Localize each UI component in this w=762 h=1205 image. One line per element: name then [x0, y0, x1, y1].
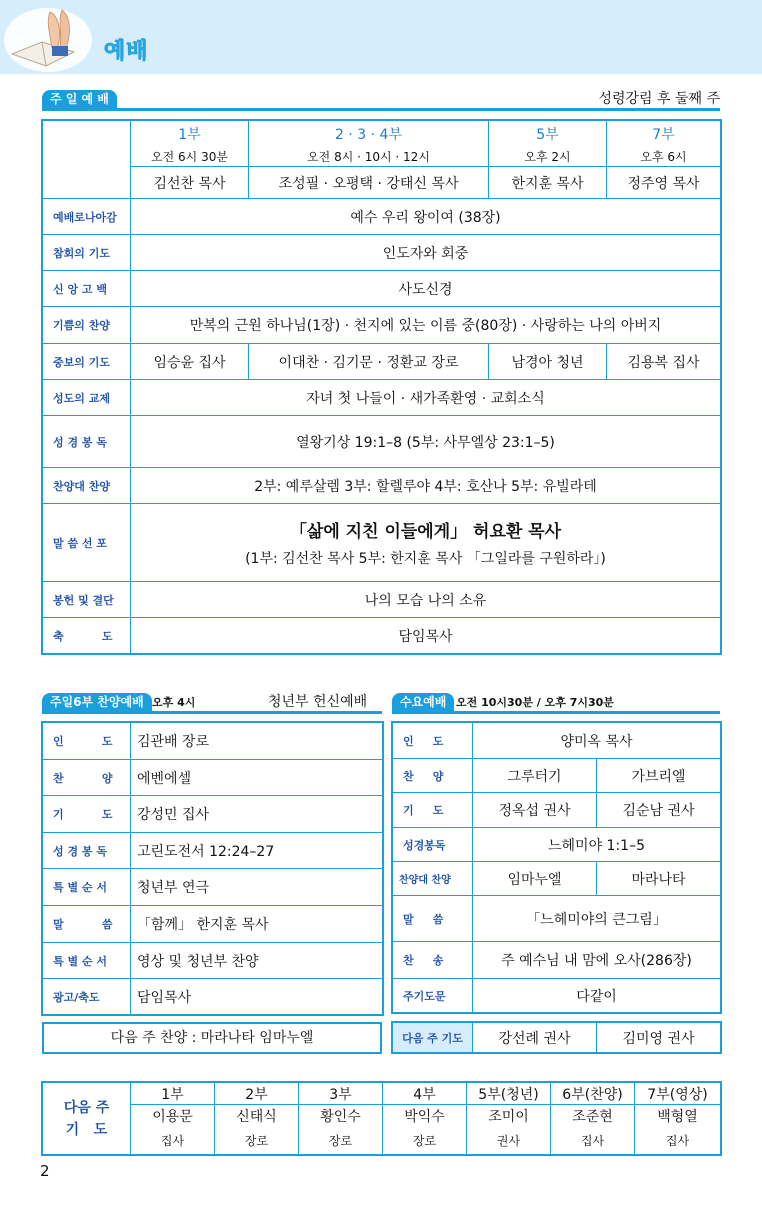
- page-header: [0, 0, 762, 74]
- row-value: 담임목사: [131, 979, 383, 1015]
- intercession-value: 김용복 집사: [607, 344, 721, 380]
- prayer-title: 장로: [215, 1127, 299, 1155]
- row-label: 찬 송: [393, 942, 473, 979]
- wednesday-worship-table: [392, 722, 721, 1013]
- next-prayer-name: 김미영 권사: [597, 1023, 721, 1053]
- intercession-value: 이대찬 · 김기문 · 정환교 장로: [249, 344, 489, 380]
- row-label: 찬 양: [43, 760, 131, 796]
- offering-value: 나의 모습 나의 소유: [131, 582, 721, 618]
- service-time: 오후 6시: [607, 147, 721, 167]
- next-week-label-bottom: 기 도: [65, 1121, 108, 1138]
- prayer-name: 박익수: [383, 1105, 467, 1127]
- sermon-sub: (1부: 김선찬 목사 5부: 한지훈 목사 「그일라를 구원하라」): [245, 551, 606, 567]
- service-leader: 김선찬 목사: [131, 167, 249, 199]
- sermon-cell: [131, 504, 721, 582]
- lead-value: 양미옥 목사: [473, 723, 721, 759]
- next-prayer-name: 강선례 권사: [473, 1023, 597, 1053]
- row-label: 신 앙 고 백: [43, 271, 131, 307]
- tab-underline: [42, 711, 382, 714]
- choir-value: 마라나타: [597, 862, 721, 896]
- row-label: 봉헌 및 결단: [43, 582, 131, 618]
- row-label: 기 도: [393, 793, 473, 828]
- page-title: 예배: [104, 39, 149, 64]
- prayer-name: 신태식: [215, 1105, 299, 1127]
- row-label: 말 씀: [43, 906, 131, 943]
- row-value: 청년부 연극: [131, 869, 383, 906]
- row-label: 중보의 기도: [43, 344, 131, 380]
- row-label: 성경봉독: [393, 828, 473, 862]
- row-label: 기쁨의 찬양: [43, 307, 131, 344]
- prayer-value: 김순남 권사: [597, 793, 721, 828]
- next-prayer-label: 다음 주 기도: [393, 1023, 473, 1053]
- intercession-value: 남경아 청년: [489, 344, 607, 380]
- next-week-prayer-table: [42, 1082, 721, 1155]
- row-label: 찬양대 찬양: [43, 468, 131, 504]
- tab-underline: [42, 108, 720, 111]
- part-name: 4부: [383, 1083, 467, 1105]
- prayer-title: 권사: [467, 1127, 551, 1155]
- part-name: 3부: [299, 1083, 383, 1105]
- row-label: 성 경 봉 독: [43, 833, 131, 869]
- row-label: 말 씀: [393, 896, 473, 942]
- service-leader: 정주영 목사: [607, 167, 721, 199]
- part-name: 7부(영상): [635, 1083, 721, 1105]
- part-name: 5부(청년): [467, 1083, 551, 1105]
- intercession-value: 임승윤 집사: [131, 344, 249, 380]
- row-label: 주기도문: [393, 979, 473, 1013]
- hymn-value: 주 예수님 내 맘에 오사(286장): [473, 942, 721, 979]
- service-name: 2 · 3 · 4부: [249, 121, 489, 147]
- service-time: 오후 2시: [489, 147, 607, 167]
- row-label: 광고/축도: [43, 979, 131, 1015]
- row-value: 영상 및 청년부 찬양: [131, 943, 383, 979]
- service-name: 5부: [489, 121, 607, 147]
- row-value: 김관배 장로: [131, 723, 383, 760]
- tab-underline: [392, 711, 720, 714]
- service-time: 오전 6시 30분: [131, 147, 249, 167]
- reading-value: 느헤미야 1:1–5: [473, 828, 721, 862]
- row-label: 축 도: [43, 618, 131, 654]
- reading-value: 열왕기상 19:1–8 (5부: 사무엘상 23:1–5): [131, 416, 721, 468]
- service-leader: 조성필 · 오평택 · 강태신 목사: [249, 167, 489, 199]
- row-label: 찬 양: [393, 759, 473, 793]
- wednesday-worship-tab: 수요예배: [392, 693, 454, 711]
- row-label: 참회의 기도: [43, 235, 131, 271]
- prayer-name: 조준현: [551, 1105, 635, 1127]
- row-value: 「함께」 한지훈 목사: [131, 906, 383, 943]
- praise-worship-tab: 주일6부 찬양예배: [42, 693, 152, 711]
- lords-prayer-value: 다같이: [473, 979, 721, 1013]
- part-name: 2부: [215, 1083, 299, 1105]
- row-label: 예배로나아감: [43, 199, 131, 235]
- next-week-label-cell: [43, 1083, 131, 1155]
- row-label: 성 경 봉 독: [43, 416, 131, 468]
- prayer-title: 집사: [635, 1127, 721, 1155]
- praying-hands-bible-icon: [2, 2, 94, 72]
- page-number: 2: [40, 1162, 50, 1180]
- praise-note: 청년부 헌신예배: [268, 694, 368, 710]
- benediction-value: 담임목사: [131, 618, 721, 654]
- prayer-name: 백형열: [635, 1105, 721, 1127]
- service-name: 1부: [131, 121, 249, 147]
- creed-value: 사도신경: [131, 271, 721, 307]
- empty-corner-cell: [43, 121, 131, 199]
- praise-worship-table: [42, 722, 383, 1015]
- row-label: 성도의 교제: [43, 380, 131, 416]
- part-name: 6부(찬양): [551, 1083, 635, 1105]
- row-value: 강성민 집사: [131, 796, 383, 833]
- row-label: 기 도: [43, 796, 131, 833]
- joy-value: 만복의 근원 하나님(1장) · 천지에 있는 이름 중(80장) · 사랑하는 나의 아버지: [131, 307, 721, 344]
- sunday-worship-table: [42, 120, 721, 654]
- praise-value: 가브리엘: [597, 759, 721, 793]
- row-label: 말 씀 선 포: [43, 504, 131, 582]
- prayer-title: 집사: [551, 1127, 635, 1155]
- wednesday-time: 오전 10시30분 / 오후 7시30분: [456, 696, 614, 709]
- next-week-label-top: 다음 주: [63, 1099, 110, 1116]
- praise-value: 그루터기: [473, 759, 597, 793]
- row-value: 에벤에셀: [131, 760, 383, 796]
- row-label: 찬양대 찬양: [393, 862, 473, 896]
- sermon-title: 「삶에 지친 이들에게」 허요환 목사: [289, 522, 562, 542]
- fellowship-value: 자녀 첫 나들이 · 새가족환영 · 교회소식: [131, 380, 721, 416]
- part-name: 1부: [131, 1083, 215, 1105]
- service-time: 오전 8시 · 10시 · 12시: [249, 147, 489, 167]
- prayer-name: 이용문: [131, 1105, 215, 1127]
- next-praise-note: 다음 주 찬양 : 마라나타 임마누엘: [42, 1022, 382, 1054]
- word-value: 「느헤미야의 큰그림」: [473, 896, 721, 942]
- row-value: 고린도전서 12:24–27: [131, 833, 383, 869]
- row-label: 인 도: [393, 723, 473, 759]
- approach-value: 예수 우리 왕이여 (38장): [131, 199, 721, 235]
- row-label: 인 도: [43, 723, 131, 760]
- prayer-name: 황인수: [299, 1105, 383, 1127]
- prayer-value: 정옥섭 권사: [473, 793, 597, 828]
- repent-value: 인도자와 회중: [131, 235, 721, 271]
- prayer-title: 장로: [383, 1127, 467, 1155]
- prayer-title: 장로: [299, 1127, 383, 1155]
- service-name: 7부: [607, 121, 721, 147]
- row-label: 특 별 순 서: [43, 943, 131, 979]
- choir-value: 임마누엘: [473, 862, 597, 896]
- prayer-title: 집사: [131, 1127, 215, 1155]
- choir-value: 2부: 예루살렘 3부: 할렐루야 4부: 호산나 5부: 유빌라테: [131, 468, 721, 504]
- service-leader: 한지훈 목사: [489, 167, 607, 199]
- sunday-worship-tab: 주 일 예 배: [42, 90, 117, 108]
- wednesday-next-prayer-table: [392, 1022, 721, 1053]
- prayer-name: 조미이: [467, 1105, 551, 1127]
- sunday-subtitle: 성령강림 후 둘째 주: [598, 91, 720, 107]
- row-label: 특 별 순 서: [43, 869, 131, 906]
- praise-time: 오후 4시: [152, 696, 196, 709]
